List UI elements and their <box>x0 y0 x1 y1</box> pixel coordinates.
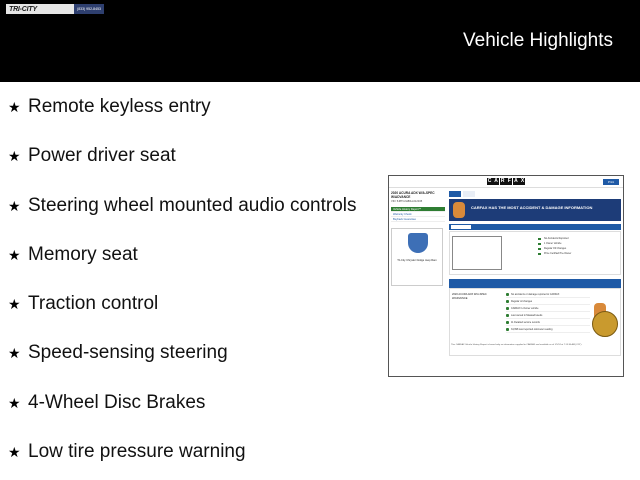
star-icon: ★ <box>8 99 21 115</box>
feature-label: Power driver seat <box>28 145 176 167</box>
carfax-sidebar <box>391 191 445 286</box>
feature-label: Low tire pressure warning <box>28 441 246 463</box>
star-icon: ★ <box>8 197 21 214</box>
carfax-top-bar <box>389 176 623 188</box>
carfax-tabs <box>449 191 621 197</box>
vehicle-vin: VIN: 5J8TC2H80LL012345 <box>391 200 423 203</box>
carfax-main <box>449 191 621 356</box>
report-row: Last owned in Massachusetts <box>506 312 590 319</box>
report-row: Regular oil changes <box>506 298 590 305</box>
report-footer: This CARFAX Vehicle History Report is based only on information supplied to CARFAX and available as of 1/1/24 at 7:13:36 AM (CDT). <box>451 344 582 346</box>
fox-mascot-icon <box>453 202 465 218</box>
carfax-logo <box>486 178 526 185</box>
carfax-logo-letter: F <box>507 178 511 184</box>
dealer-phone: (833) 952-8453 <box>74 4 104 14</box>
value-report-box <box>449 231 621 275</box>
dealer-name: Tri-City Chrysler Dodge Jeep Ram <box>397 259 437 262</box>
star-icon: ★ <box>8 394 21 411</box>
history-list <box>538 236 618 256</box>
nav-item-warranty[interactable]: Warranty Check <box>391 212 445 217</box>
star-icon: ★ <box>8 246 21 263</box>
dealer-logo-text: TRI-CITY <box>9 5 37 13</box>
tab-2[interactable] <box>463 191 475 197</box>
dealer-logo[interactable] <box>6 4 104 14</box>
star-icon: ★ <box>8 345 21 362</box>
history-item: 1 Owner Vehicle <box>538 241 618 246</box>
carfax-logo-letter: A <box>514 178 518 184</box>
feature-item <box>8 141 378 190</box>
vehicle-history-bar <box>449 279 621 288</box>
report-row: No accidents or damage reported to CARFAX <box>506 291 590 298</box>
page-title: Vehicle Highlights <box>463 30 613 51</box>
feature-label: 4-Wheel Disc Brakes <box>28 391 206 413</box>
vehicle-title: 2020 ACURA ADX W/A-SPEC W/ADVANCE <box>391 191 435 199</box>
tab-1[interactable] <box>449 191 461 197</box>
feature-label: Traction control <box>28 293 159 315</box>
nav-item-history-report[interactable]: Vehicle History Report™ <box>391 207 445 212</box>
feature-item <box>8 437 378 480</box>
feature-item <box>8 388 378 437</box>
feature-item <box>8 240 378 289</box>
nav-item-buyback[interactable]: Buyback Guarantee <box>391 217 445 222</box>
history-vehicle-info: 2020 ACURA ADX W/A-SPEC W/ADVANCE <box>452 293 487 300</box>
dealer-card <box>391 228 443 286</box>
history-item: Price Certified Pre-Owner <box>538 251 618 256</box>
carfax-report-thumbnail[interactable] <box>388 175 624 377</box>
star-icon: ★ <box>8 148 21 165</box>
feature-label: Steering wheel mounted audio controls <box>28 194 357 216</box>
value-badge-icon <box>592 311 618 337</box>
carfax-logo-letter: X <box>520 178 525 184</box>
value-image-placeholder <box>452 236 502 270</box>
feature-label: Memory seat <box>28 243 138 265</box>
carfax-logo-letter: R <box>500 178 505 184</box>
report-row: 34,698 Last reported odometer reading <box>506 326 590 333</box>
feature-item <box>8 191 378 240</box>
carfax-logo-letter: C <box>487 178 492 184</box>
carfax-banner <box>449 199 621 221</box>
banner-text: CARFAX HAS THE MOST ACCIDENT & DAMAGE INFORMATION <box>471 205 593 210</box>
history-item: No Accidents Reported <box>538 236 618 241</box>
report-row: CARFAX 1-Owner vehicle <box>506 305 590 312</box>
report-row: 11 Detailed service records <box>506 319 590 326</box>
value-report-bar <box>449 224 621 230</box>
feature-label: Speed-sensing steering <box>28 342 228 364</box>
report-rows <box>506 291 590 333</box>
feature-item <box>8 289 378 338</box>
feature-label: Remote keyless entry <box>28 96 211 117</box>
star-icon: ★ <box>8 444 21 461</box>
feature-item <box>8 338 378 387</box>
history-item: Regular Oil Changes <box>538 246 618 251</box>
value-report-label <box>451 225 471 229</box>
feature-list <box>8 92 378 480</box>
carfax-nav <box>391 207 445 222</box>
star-icon: ★ <box>8 296 21 313</box>
shield-icon <box>408 233 428 253</box>
carfax-logo-letter: A <box>494 178 498 184</box>
print-button[interactable]: Print <box>603 179 619 185</box>
feature-item <box>8 92 378 141</box>
header-bar <box>0 0 640 82</box>
